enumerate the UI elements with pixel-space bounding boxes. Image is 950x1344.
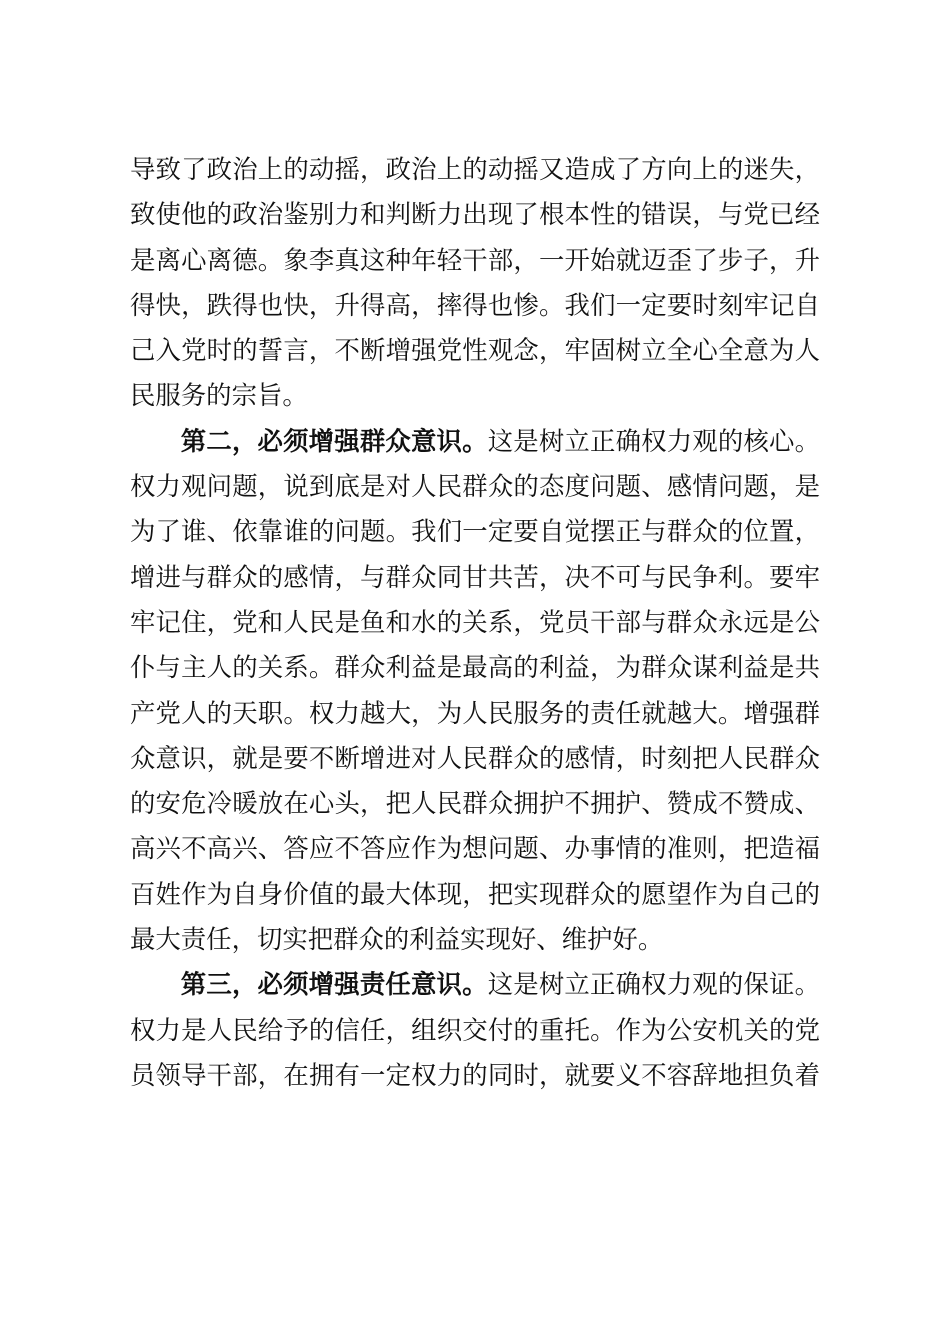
text-line: 增进与群众的感情，与群众同甘共苦，决不可与民争利。要牢 [130,561,820,592]
paragraph-3-first-line [130,962,820,1007]
text-line: 最大责任，切实把群众的利益实现好、维护好。 [130,924,664,955]
paragraph-2-first-line-rest: 这是树立正确权力观的核心。 [487,425,820,456]
text-line: 的安危冷暖放在心头，把人民群众拥护不拥护、赞成不赞成、 [130,788,820,819]
text-line: 权力是人民给予的信任，组织交付的重托。作为公安机关的党 [130,1014,820,1045]
paragraph-2-heading: 第二，必须增强群众意识。 [180,425,488,456]
text-line: 导致了政治上的动摇，政治上的动摇又造成了方向上的迷失， [130,154,820,184]
text-line: 牢记住，党和人民是鱼和水的关系，党员干部与群众永远是公 [130,606,820,637]
text-line: 高兴不高兴、答应不答应作为想问题、办事情的准则，把造福 [130,833,820,864]
text-line: 得快，跌得也快，升得高，摔得也惨。我们一定要时刻牢记自 [130,289,820,320]
text-line: 己入党时的誓言，不断增强党性观念，牢固树立全心全意为人 [130,335,820,366]
text-line: 民服务的宗旨。 [130,380,308,411]
paragraph-2 [130,419,820,963]
paragraph-1 [130,147,820,419]
text-line: 产党人的天职。权力越大，为人民服务的责任就越大。增强群 [130,697,820,728]
text-line: 百姓作为自身价值的最大体现，把实现群众的愿望作为自己的 [130,878,820,909]
text-line: 致使他的政治鉴别力和判断力出现了根本性的错误，与党已经 [130,199,820,230]
text-line: 员领导干部，在拥有一定权力的同时，就要义不容辞地担负着 [130,1059,820,1090]
text-line: 权力观问题，说到底是对人民群众的态度问题、感情问题，是 [130,471,820,502]
paragraph-3 [130,962,820,1098]
document-page [130,147,820,1098]
text-line: 为了谁、依靠谁的问题。我们一定要自觉摆正与群众的位置， [130,516,820,547]
paragraph-2-first-line [130,419,820,464]
text-line: 仆与主人的关系。群众利益是最高的利益，为群众谋利益是共 [130,652,820,683]
paragraph-3-heading: 第三，必须增强责任意识。 [180,969,488,1000]
text-line: 是离心离德。象李真这种年轻干部，一开始就迈歪了步子，升 [130,244,820,275]
text-line: 众意识，就是要不断增进对人民群众的感情，时刻把人民群众 [130,742,820,773]
paragraph-3-first-line-rest: 这是树立正确权力观的保证。 [487,969,820,1000]
